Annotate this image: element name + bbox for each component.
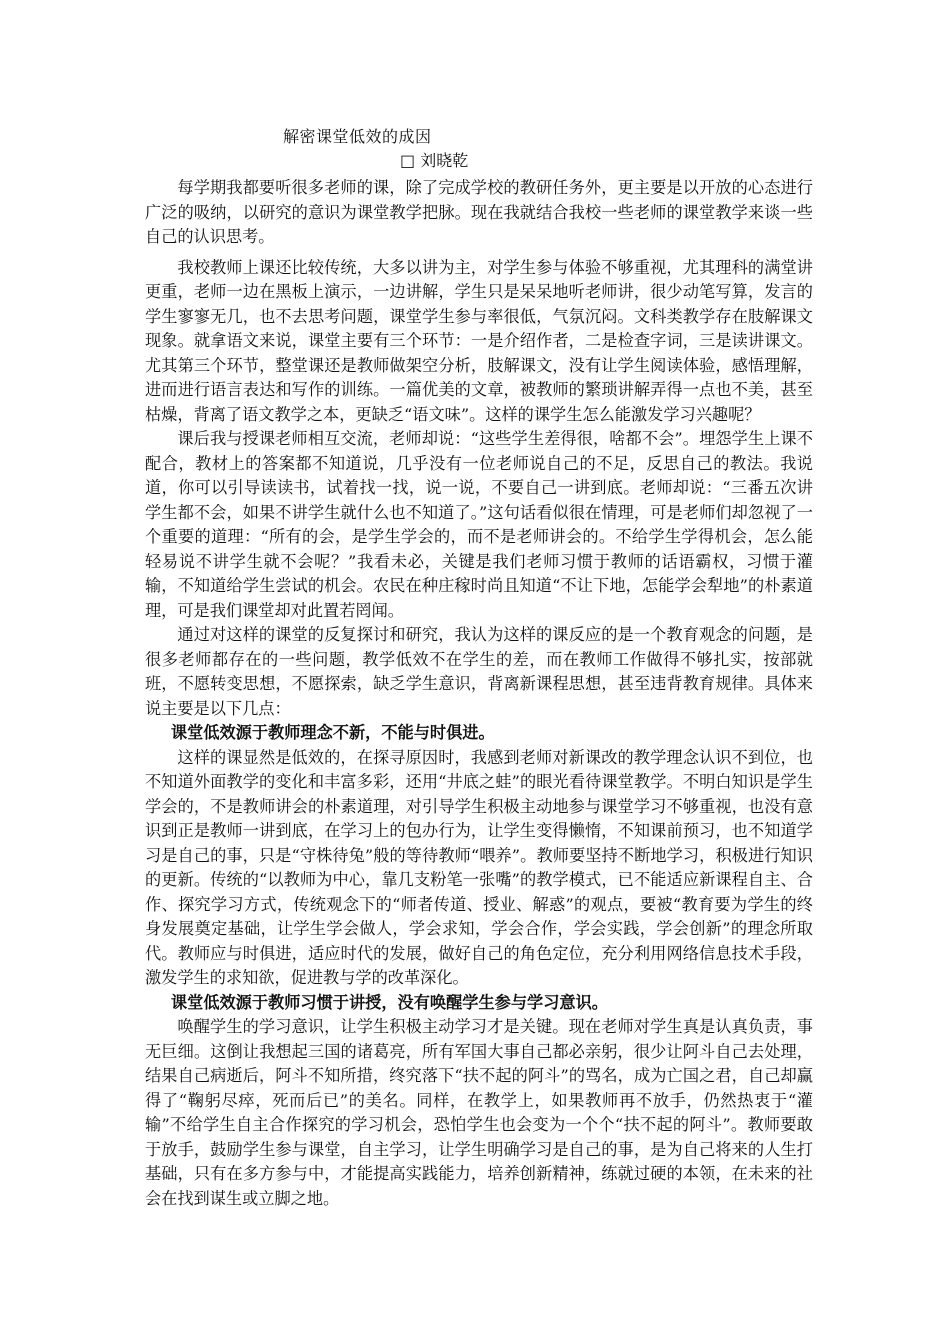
section-heading-2: 课堂低效源于教师习惯于讲授，没有唤醒学生参与学习意识。 [170, 992, 608, 1012]
paragraph-intro: 每学期我都要听很多老师的课，除了完成学校的教研任务外，更主要是以开放的心态进行广泛的吸纳，以研究的意识为课堂教学把脉。现在我就结合我校一些老师的课堂教学来谈一些自己的认识思考。 [145, 178, 813, 246]
document-page [145, 126, 813, 1211]
paragraph-observation: 我校教师上课还比较传统，大多以讲为主，对学生参与体验不够重视，尤其理科的满堂讲更重，老师一边在黑板上演示，一边讲解，学生只是呆呆地听老师讲，很少动笔写算，发言的学生寥寥无几，也不去思考问题，课堂学生参与率很低，气氛沉闷。文科类教学存在肢解课文现象。就拿语文来说，课堂主要有三个环节：一是介绍作者，二是检查字词，三是读讲课文。尤其第三个环节，整堂课还是教师做架空分析，肢解课文，没有让学生阅读体验，感悟理解，进而进行语言表达和写作的训练。一篇优美的文章，被教师的繁琐讲解弄得一点也不美，甚至枯燥，背离了语文教学之本，更缺乏“语文味”。这样的课学生怎么能激发学习兴趣呢？ [145, 257, 813, 424]
author-byline: □ 刘晓乾 [400, 151, 469, 170]
document-title: 解密课堂低效的成因 [283, 127, 432, 146]
section-body-1: 这样的课显然是低效的，在探寻原因时，我感到老师对新课改的教学理念认识不到位，也不知道外面教学的变化和丰富多彩，还用“井底之蛙”的眼光看待课堂教学。不明白知识是学生学会的，不是教师讲会的朴素道理，对引导学生积极主动地参与课堂学习不够重视，也没有意识到正是教师一讲到底，在学习上的包办行为，让学生变得懒惰，不知课前预习，也不知道学习是自己的事，只是“守株待兔”般的等待教师“喂养”。教师要坚持不断地学习，积极进行知识的更新。传统的“以教师为中心，靠几支粉笔一张嘴”的教学模式，已不能适应新课程自主、合作、探究学习方式，传统观念下的“师者传道、授业、解惑”的观点，要被“教育要为学生的终身发展奠定基础，让学生学会做人，学会求知，学会合作，学会实践，学会创新”的理念所取代。教师应与时俱进，适应时代的发展，做好自己的角色定位，充分利用网络信息技术手段，激发学生的求知欲，促进教与学的改革深化。 [145, 747, 813, 987]
paragraph-discussion: 课后我与授课老师相互交流，老师却说：“这些学生差得很，啥都不会”。埋怨学生上课不配合，教材上的答案都不知道说，几乎没有一位老师说自己的不足，反思自己的教法。我说道，你可以引导读读书，试着找一找，说一说，不要自己一讲到底。老师却说：“三番五次讲学生都不会，如果不讲学生就什么也不知道了。”这句话看似很在情理，可是老师们却忽视了一个重要的道理：“所有的会，是学生学会的，而不是老师讲会的。不给学生学得机会，怎么能轻易说不讲学生就不会呢？”我看未必，关键是我们老师习惯于教师的话语霸权，习惯于灌输，不知道给学生尝试的机会。农民在种庄稼时尚且知道“不让下地，怎能学会犁地”的朴素道理，可是我们课堂却对此置若罔闻。 [145, 429, 813, 620]
paragraph-analysis: 通过对这样的课堂的反复探讨和研究，我认为这样的课反应的是一个教育观念的问题，是很多老师都存在的一些问题，教学低效不在学生的差，而在教师工作做得不够扎实，按部就班，不愿转变思想，不愿探索，缺乏学生意识，背离新课程思想，甚至违背教育规律。具体来说主要是以下几点： [145, 625, 813, 718]
section-heading-1: 课堂低效源于教师理念不新，不能与时俱进。 [170, 723, 495, 742]
section-body-2: 唤醒学生的学习意识，让学生积极主动学习才是关键。现在老师对学生真是认真负责，事无巨细。这倒让我想起三国的诸葛亮，所有军国大事自己都必亲躬，很少让阿斗自己去处理，结果自己病逝后，阿斗不知所措，终究落下“扶不起的阿斗”的骂名，成为亡国之君，自己却赢得了“鞠躬尽瘁，死而后已”的美名。同样，在教学上，如果教师再不放手，仍然热衷于“灌输”不给学生自主合作探究的学习机会，恐怕学生也会变为一个个“扶不起的阿斗”。教师要敢于放手，鼓励学生参与课堂，自主学习，让学生明确学习是自己的事，是为自己将来的人生打基础，只有在多方参与中，才能提高实践能力，培养创新精神，练就过硬的本领，在未来的社会在找到谋生或立脚之地。 [145, 1017, 813, 1208]
